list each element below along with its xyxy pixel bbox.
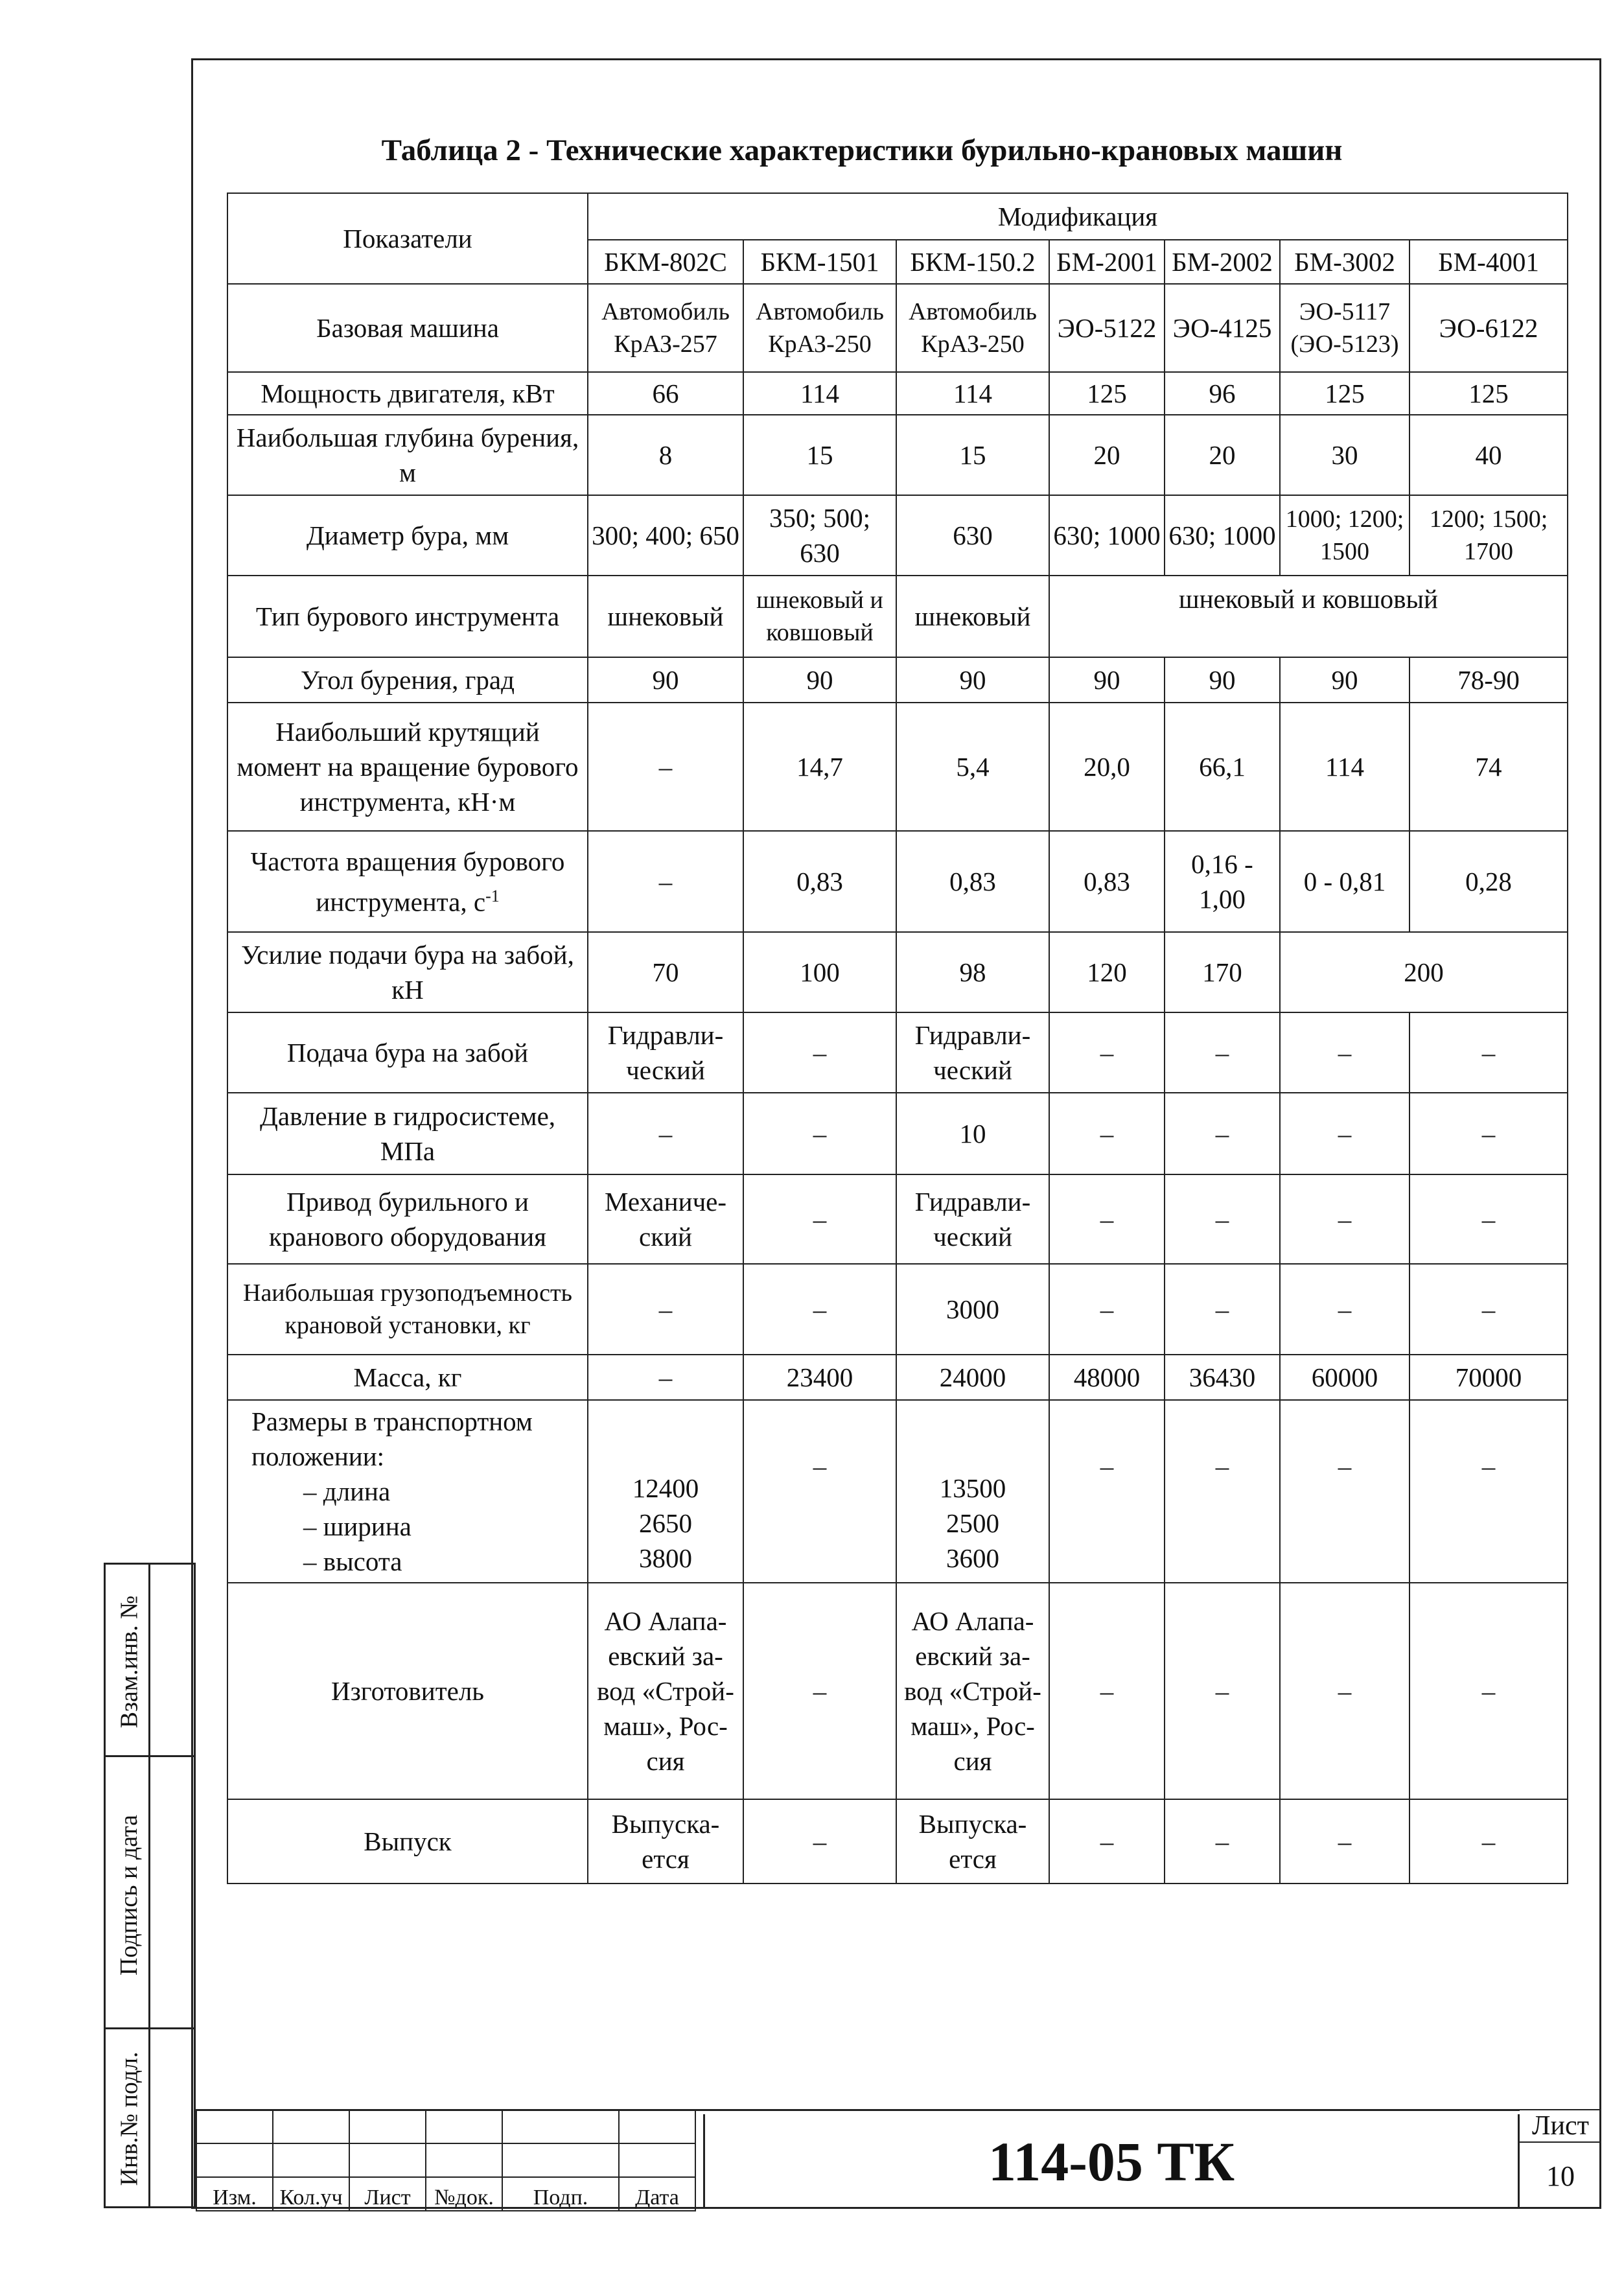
table-row — [227, 657, 1568, 703]
cell: – — [1280, 1264, 1409, 1355]
cell: ЭО-5117 (ЭО-5123) — [1280, 284, 1409, 372]
row-label — [227, 1400, 588, 1583]
side-divider — [148, 1563, 150, 2208]
cell: – — [743, 1583, 896, 1799]
cell: 24000 — [896, 1355, 1049, 1400]
cell: 0 - 0,81 — [1280, 831, 1409, 932]
cell: шнековый — [896, 576, 1049, 657]
cell: – — [1165, 1799, 1280, 1884]
model-header: БМ-2002 — [1165, 240, 1280, 284]
table-row — [227, 415, 1568, 495]
model-header: БМ-2001 — [1049, 240, 1165, 284]
cell: – — [1280, 1093, 1409, 1174]
cell: 78-90 — [1409, 657, 1568, 703]
cell: Автомобиль КрАЗ-257 — [588, 284, 743, 372]
side-divider — [104, 2027, 196, 2029]
group-header: Модификация — [588, 193, 1568, 240]
side-divider — [104, 1755, 196, 1757]
cell: – — [1165, 1174, 1280, 1264]
stamp-col-label: Лист — [349, 2177, 426, 2211]
cell: 300; 400; 650 — [588, 495, 743, 576]
table-row — [227, 932, 1568, 1012]
dimensions-label-title: Размеры в транспортном положении: — [251, 1406, 533, 1471]
cell: – — [588, 1264, 743, 1355]
cell: 630; 1000 — [1165, 495, 1280, 576]
cell: 10 — [896, 1093, 1049, 1174]
cell: – — [743, 1264, 896, 1355]
stamp-col-label: Дата — [619, 2177, 695, 2211]
cell: 100 — [743, 932, 896, 1012]
stamp-col-label: Кол.уч — [273, 2177, 349, 2211]
stamp-col-label: Подп. — [502, 2177, 619, 2211]
dimensions-label-item: – длина — [303, 1476, 391, 1506]
cell: 1000; 1200; 1500 — [1280, 495, 1409, 576]
cell: 170 — [1165, 932, 1280, 1012]
row-label: Привод бурильного и кранового оборудования — [227, 1174, 588, 1264]
cell: – — [1049, 1583, 1165, 1799]
rotation-label-sup: -1 — [485, 886, 500, 905]
table-row — [227, 1400, 1568, 1583]
cell: – — [1165, 1093, 1280, 1174]
cell: шнековый и ковшовый — [743, 576, 896, 657]
cell: – — [1409, 1264, 1568, 1355]
cell: ЭО-4125 — [1165, 284, 1280, 372]
cell: – — [1049, 1093, 1165, 1174]
cell: 15 — [743, 415, 896, 495]
cell: 200 — [1280, 932, 1568, 1012]
cell: 40 — [1409, 415, 1568, 495]
row-label: Усилие подачи бура на забой, кН — [227, 932, 588, 1012]
dimensions-label-item: – ширина — [303, 1511, 412, 1541]
cell: 70 — [588, 932, 743, 1012]
cell: 96 — [1165, 372, 1280, 415]
cell: 114 — [1280, 703, 1409, 831]
cell: – — [743, 1093, 896, 1174]
table-row — [227, 703, 1568, 831]
stamp-col-label: №док. — [426, 2177, 502, 2211]
cell: – — [1409, 1093, 1568, 1174]
cell: 66,1 — [1165, 703, 1280, 831]
cell: ЭО-5122 — [1049, 284, 1165, 372]
header-row-1 — [227, 193, 1568, 240]
cell: 48000 — [1049, 1355, 1165, 1400]
cell: 74 — [1409, 703, 1568, 831]
row-label: Диаметр бура, мм — [227, 495, 588, 576]
table-row — [227, 1799, 1568, 1884]
row-label: Выпуск — [227, 1799, 588, 1884]
row-label: Подача бура на забой — [227, 1012, 588, 1093]
cell: 12400 2650 3800 — [588, 1400, 743, 1583]
table-row — [227, 495, 1568, 576]
cell: – — [743, 1012, 896, 1093]
cell: – — [1409, 1174, 1568, 1264]
document-code: 114-05 ТК — [703, 2114, 1520, 2209]
cell: 90 — [1165, 657, 1280, 703]
cell: Гидравли-ческий — [896, 1174, 1049, 1264]
side-label: Подпись и дата — [115, 1814, 143, 1976]
cell: 125 — [1280, 372, 1409, 415]
row-label: Наибольшая грузоподъемность крановой установки, кг — [227, 1264, 588, 1355]
cell: – — [1280, 1012, 1409, 1093]
model-header: БМ-4001 — [1409, 240, 1568, 284]
table-row — [227, 1174, 1568, 1264]
cell: – — [588, 703, 743, 831]
table-row — [227, 1583, 1568, 1799]
cell: – — [1280, 1799, 1409, 1884]
row-label: Масса, кг — [227, 1355, 588, 1400]
table-row — [227, 1012, 1568, 1093]
cell: 98 — [896, 932, 1049, 1012]
table-row — [227, 1264, 1568, 1355]
cell: 13500 2500 3600 — [896, 1400, 1049, 1583]
sheet-label: Лист — [1520, 2109, 1601, 2143]
cell: – — [743, 1799, 896, 1884]
cell: – — [1280, 1583, 1409, 1799]
cell: 14,7 — [743, 703, 896, 831]
cell: 120 — [1049, 932, 1165, 1012]
dimensions-label-item: – высота — [303, 1546, 402, 1576]
cell: 0,83 — [896, 831, 1049, 932]
cell: 20 — [1165, 415, 1280, 495]
cell: – — [1165, 1583, 1280, 1799]
cell: АО Алапа-евский за-вод «Строй-маш», Рос-сия — [588, 1583, 743, 1799]
cell: – — [1165, 1012, 1280, 1093]
cell: 114 — [896, 372, 1049, 415]
cell: – — [588, 831, 743, 932]
cell: 60000 — [1280, 1355, 1409, 1400]
cell: 70000 — [1409, 1355, 1568, 1400]
model-header: БКМ-802С — [588, 240, 743, 284]
spec-table — [227, 192, 1568, 1884]
cell: Выпуска-ется — [588, 1799, 743, 1884]
param-header: Показатели — [227, 193, 588, 284]
cell: – — [1409, 1012, 1568, 1093]
row-label: Наибольший крутящий момент на вращение бурового инструмента, кН·м — [227, 703, 588, 831]
cell: 90 — [588, 657, 743, 703]
row-label: Давление в гидросистеме, МПа — [227, 1093, 588, 1174]
cell: 350; 500; 630 — [743, 495, 896, 576]
table-row — [227, 1093, 1568, 1174]
cell: 0,83 — [743, 831, 896, 932]
cell: Выпуска-ется — [896, 1799, 1049, 1884]
row-label — [227, 831, 588, 932]
cell: 125 — [1409, 372, 1568, 415]
cell: 0,83 — [1049, 831, 1165, 932]
side-label: Взам.инв. № — [115, 1595, 143, 1729]
row-label: Базовая машина — [227, 284, 588, 372]
model-header: БКМ-1501 — [743, 240, 896, 284]
cell: – — [743, 1174, 896, 1264]
cell: 20 — [1049, 415, 1165, 495]
cell: Автомобиль КрАЗ-250 — [896, 284, 1049, 372]
cell: – — [1049, 1012, 1165, 1093]
row-label: Изготовитель — [227, 1583, 588, 1799]
cell: – — [1049, 1264, 1165, 1355]
cell: АО Алапа-евский за-вод «Строй-маш», Рос-сия — [896, 1583, 1049, 1799]
cell: – — [1165, 1400, 1280, 1583]
cell: – — [1049, 1174, 1165, 1264]
row-label: Мощность двигателя, кВт — [227, 372, 588, 415]
row-label: Тип бурового инструмента — [227, 576, 588, 657]
stamp-col-label: Изм. — [196, 2177, 273, 2211]
cell: – — [1049, 1400, 1165, 1583]
row-label: Наибольшая глубина бурения, м — [227, 415, 588, 495]
table-row — [227, 284, 1568, 372]
row-label: Угол бурения, град — [227, 657, 588, 703]
cell: 90 — [896, 657, 1049, 703]
cell: 8 — [588, 415, 743, 495]
sheet-number: 10 — [1546, 2160, 1575, 2192]
cell: Гидравли-ческий — [588, 1012, 743, 1093]
cell: 630 — [896, 495, 1049, 576]
cell: – — [1280, 1400, 1409, 1583]
table-row — [227, 1355, 1568, 1400]
cell: 30 — [1280, 415, 1409, 495]
cell: шнековый — [588, 576, 743, 657]
table-row — [227, 576, 1568, 657]
cell: Гидравли-ческий — [896, 1012, 1049, 1093]
cell: 90 — [1049, 657, 1165, 703]
rotation-label: Частота вращения бурового инструмента, с — [250, 846, 565, 917]
cell: 36430 — [1165, 1355, 1280, 1400]
cell: 0,28 — [1409, 831, 1568, 932]
cell: 15 — [896, 415, 1049, 495]
cell: – — [1280, 1174, 1409, 1264]
cell: шнековый и ковшовый — [1049, 576, 1568, 657]
model-header: БКМ-150.2 — [896, 240, 1049, 284]
cell: 3000 — [896, 1264, 1049, 1355]
model-header: БМ-3002 — [1280, 240, 1409, 284]
table-title: Таблица 2 - Технические характеристики бурильно-крановых машин — [381, 134, 1343, 167]
cell: 5,4 — [896, 703, 1049, 831]
cell: 90 — [1280, 657, 1409, 703]
cell: 20,0 — [1049, 703, 1165, 831]
cell: – — [588, 1093, 743, 1174]
cell: – — [1049, 1799, 1165, 1884]
cell: 0,16 - 1,00 — [1165, 831, 1280, 932]
table-row — [227, 372, 1568, 415]
cell: – — [1409, 1799, 1568, 1884]
cell: 114 — [743, 372, 896, 415]
cell: 630; 1000 — [1049, 495, 1165, 576]
cell: 66 — [588, 372, 743, 415]
cell: – — [588, 1355, 743, 1400]
side-label: Инв.№ подл. — [115, 2051, 143, 2186]
cell: 1200; 1500; 1700 — [1409, 495, 1568, 576]
cell: 125 — [1049, 372, 1165, 415]
cell: – — [1165, 1264, 1280, 1355]
stamp-table — [196, 2109, 696, 2211]
cell: ЭО-6122 — [1409, 284, 1568, 372]
cell: – — [1409, 1400, 1568, 1583]
cell: 23400 — [743, 1355, 896, 1400]
cell: Автомобиль КрАЗ-250 — [743, 284, 896, 372]
cell: Механиче-ский — [588, 1174, 743, 1264]
table-row — [227, 831, 1568, 932]
cell: – — [743, 1400, 896, 1583]
cell: – — [1409, 1583, 1568, 1799]
cell: 90 — [743, 657, 896, 703]
